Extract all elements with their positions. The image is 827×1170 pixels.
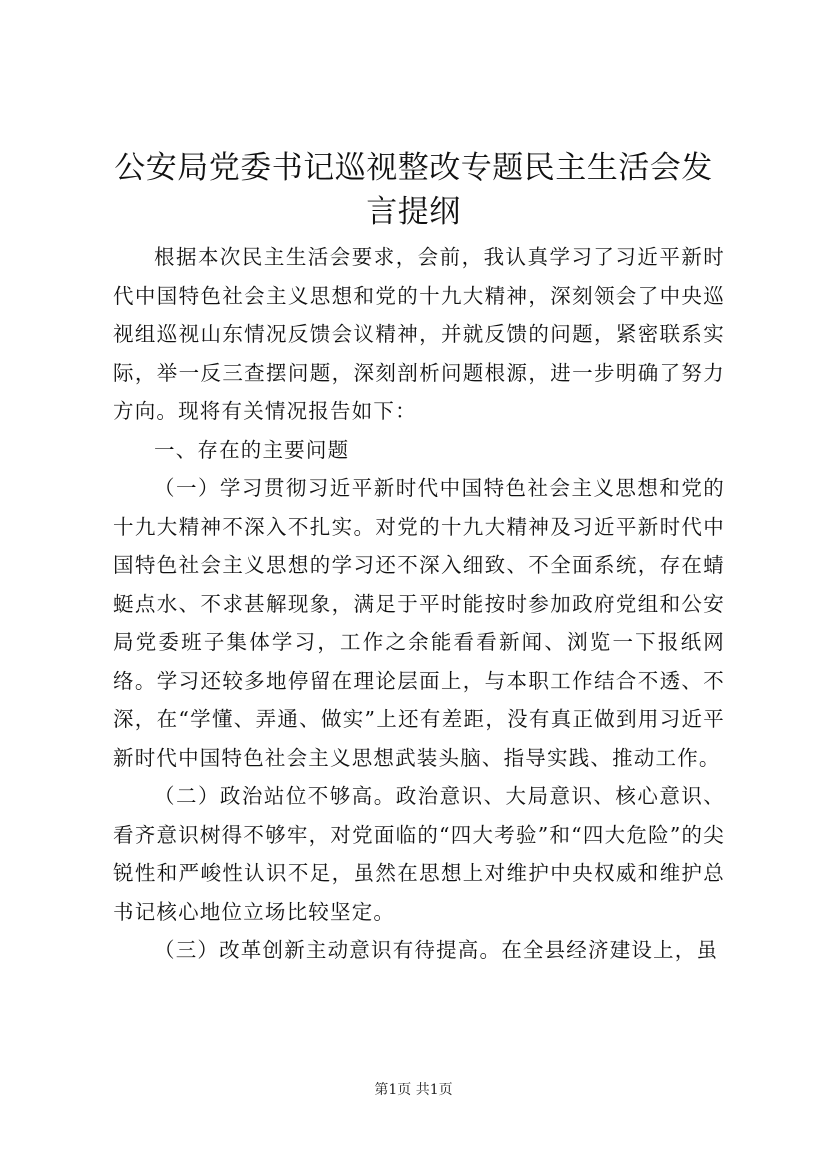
section-heading-problems: 一、存在的主要问题 [154, 437, 350, 462]
page-footer: 第1页 共1页 [374, 1082, 453, 1098]
paragraph-problem-1: （一）学习贯彻习近平新时代中国特色社会主义思想和党的十九大精神不深入不扎实。对党的十九大精神及习近平新时代中国特色社会主义思想的学习还不深入细致、不全面系统，存在蜻蜓点水、不求甚解现象，满足于平时能按时参加政府党组和公安局党委班子集体学习，工作之余能看看新闻、浏览一下报纸网络。学习还较多地停留在理论层面上，与本职工作结合不透、不深，在“学懂、弄通、做实”上还有差距，没有真正做到用习近平新时代中国特色社会主义思想武装头脑、指导实践、推动工作。 [113, 476, 725, 770]
document-body [113, 238, 725, 970]
paragraph-problem-3: （三）改革创新主动意识有待提高。在全县经济建设上，虽 [154, 938, 719, 962]
paragraph-intro: 根据本次民主生活会要求，会前，我认真学习了习近平新时代中国特色社会主义思想和党的十九大精神，深刻领会了中央巡视组巡视山东情况反馈会议精神，并就反馈的问题，紧密联系实际，举一反三查摆问题，深刻剖析问题根源，进一步明确了努力方向。现将有关情况报告如下： [113, 245, 725, 423]
document-title: 公安局党委书记巡视整改专题民主生活会发言提纲 [114, 150, 713, 230]
paragraph-problem-2: （二）政治站位不够高。政治意识、大局意识、核心意识、看齐意识树得不够牢，对党面临的“四大考验”和“四大危险”的尖锐性和严峻性认识不足，虽然在思想上对维护中央权威和维护总书记核心地位立场比较坚定。 [113, 784, 725, 924]
